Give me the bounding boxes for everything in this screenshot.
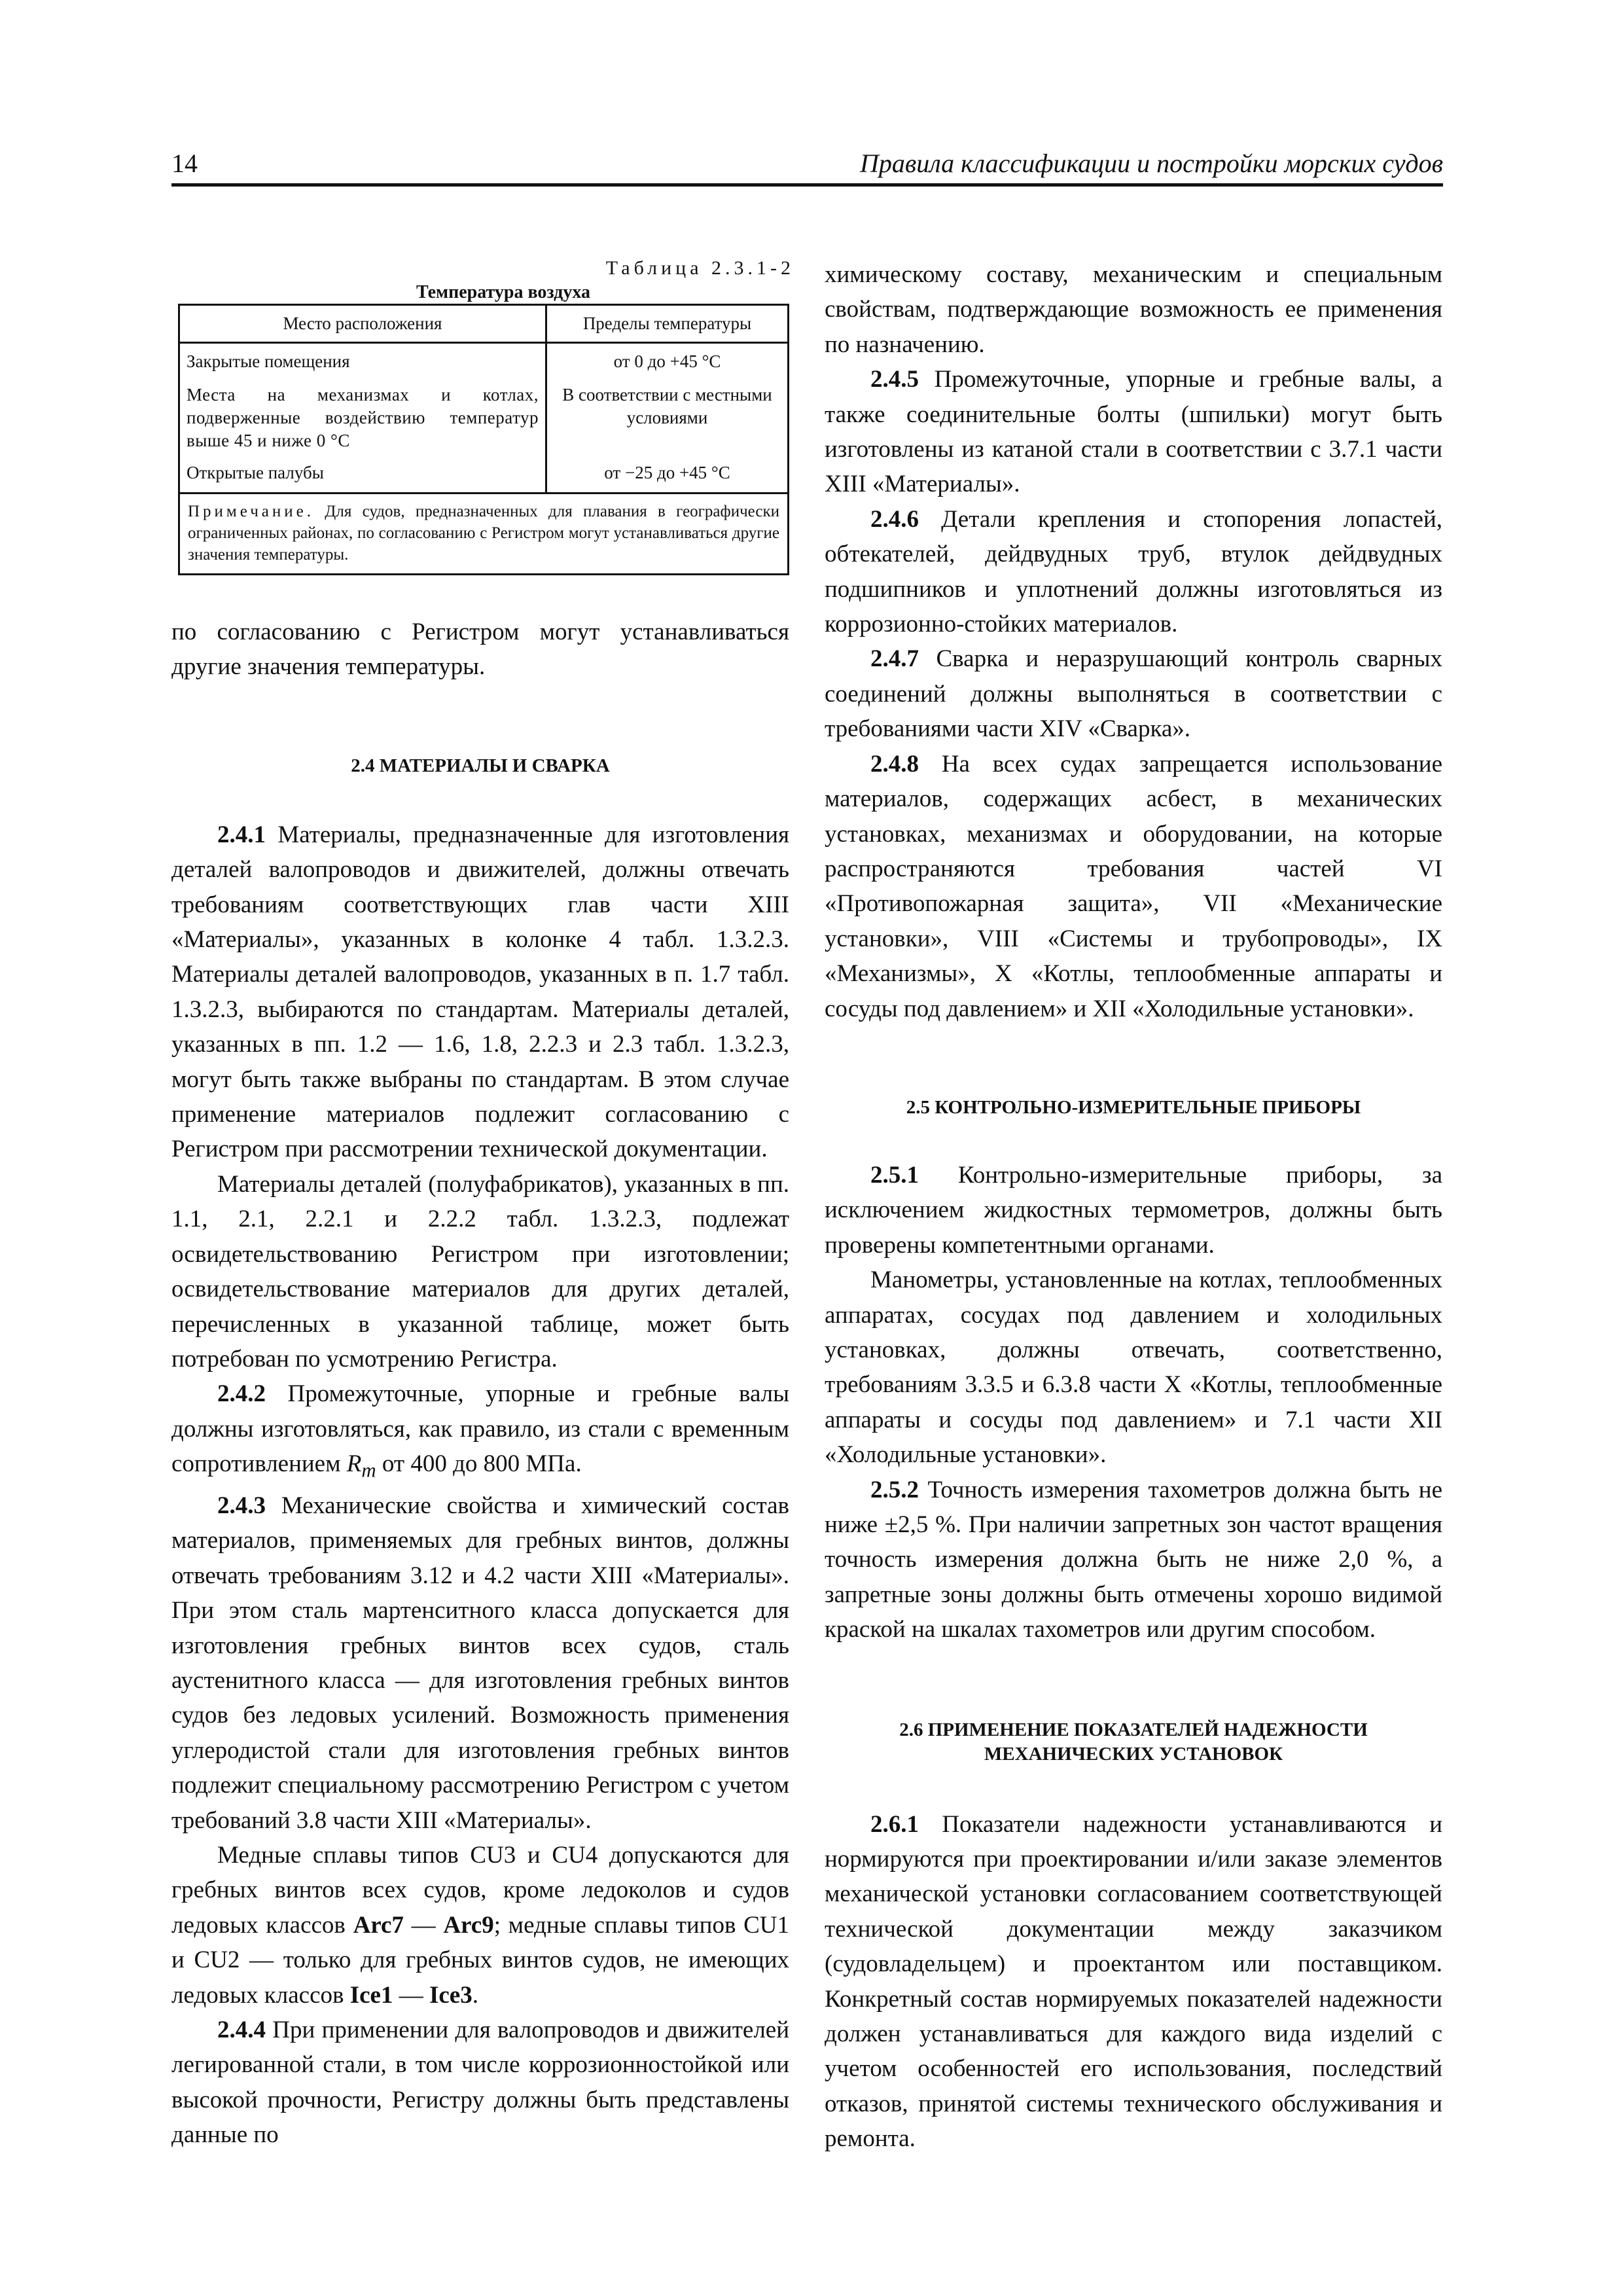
clause-number: 2.4.3 (217, 1492, 266, 1519)
paragraph-2-4-4-cont: химическому составу, механическим и специальным свойствам, подтверждающие возможность ее применения по назначению. (825, 261, 1442, 358)
paragraph-text: Промежуточные, упорные и гребные валы, а также соединительные болты (шпильки) могут быть изготовлены из катаной стали в соответствии с 3.7.1 части XIII «Материалы». (825, 366, 1443, 498)
page-header (171, 143, 1443, 187)
rm-symbol-sub: m (361, 1459, 376, 1482)
left-column (171, 255, 794, 2153)
paragraph-text: Точность измерения тахометров должна быть не ниже ±2,5 %. При наличии запретных зон частот вращения точность измерения должна быть не ниже 2,0 %, а запретные зоны должны быть отмечены хорошо видимой краской на шкалах тахометров или другим способом. (825, 1476, 1443, 1643)
paragraph-2-5-1 (825, 1158, 1442, 1263)
dash: — (411, 1911, 436, 1939)
table-caption: Температура воздуха (416, 282, 590, 302)
clause-number: 2.4.5 (870, 366, 919, 393)
section-heading-2-5: 2.5 КОНТРОЛЬНО-ИЗМЕРИТЕЛЬНЫЕ ПРИБОРЫ (906, 1096, 1361, 1118)
rm-symbol (346, 1450, 376, 1482)
paragraph-2-4-4 (171, 2013, 789, 2153)
clause-number: 2.4.7 (870, 645, 919, 673)
table-number: Таблица 2.3.1-2 (605, 257, 794, 279)
table-cell-limits: от −25 до +45 °С (546, 455, 789, 493)
clause-number: 2.4.8 (870, 750, 919, 778)
table-header-row (179, 305, 789, 343)
table-row (179, 381, 789, 455)
section-heading-line: МЕХАНИЧЕСКИХ УСТАНОВОК (984, 1743, 1283, 1765)
section-heading-2-6 (825, 1718, 1442, 1767)
ice-class-arc9: Arc9 (443, 1911, 494, 1939)
paragraph-2-4-6 (825, 502, 1442, 642)
paragraph-text: Медные сплавы типов CU3 и CU4 допускаются для гребных винтов всех судов, кроме ледоколов и судов ледовых классов (171, 1841, 789, 1939)
table-col-header-limits: Пределы температуры (546, 305, 789, 343)
ice-class-ice1: Ice1 (349, 1981, 393, 2009)
clause-number: 2.4.6 (870, 505, 919, 533)
table-cell-place: Места на механизмах и котлах, подверженные воздействию температур выше 45 и ниже 0 °С (179, 381, 546, 455)
paragraph-text: Детали крепления и стопорения лопастей, обтекателей, дейдвудных труб, втулок дейдвудных подшипников и уплотнений должны изготовляться из коррозионно-стойких материалов. (825, 505, 1442, 638)
clause-number: 2.5.1 (870, 1161, 919, 1189)
table-note-label: Примечание. (188, 503, 315, 520)
paragraph-2-4-3-cont (171, 1838, 789, 2013)
paragraph-2-5-1-cont: Манометры, установленные на котлах, теплообменных аппаратах, сосудах под давлением и холодильных установках, должны отвечать, соответственно, требованиям 3.3.5 и 6.3.8 части X «Котлы, теплообменные аппараты и сосуды под давлением» и 7.1 части XII «Холодильные установки». (825, 1266, 1442, 1469)
table-note-row (179, 493, 789, 575)
paragraph-2-4-8 (825, 747, 1442, 1026)
paragraph-2-4-2 (171, 1376, 789, 1488)
ice-class-ice3: Ice3 (429, 1981, 473, 2009)
paragraph-text: Контрольно-измерительные приборы, за исключением жидкостных термометров, должны быть проверены компетентными органами. (825, 1161, 1442, 1259)
paragraph-text: На всех судах запрещается использование материалов, содержащих асбест, в механических установках, механизмах и оборудовании, на которые распространяются требования частей VI «Противопожарная защита», VII «Механические установки», VIII «Системы и трубопроводы», IX «Механизмы», X «Котлы, теплообменные аппараты и сосуды под давлением» и XII «Холодильные установки». (825, 750, 1442, 1022)
paragraph-2-4-1 (171, 817, 789, 1167)
table-note-text: Для судов, предназначенных для плавания в географически ограниченных районах, по согласованию с Регистром могут устанавливаться другие значения температуры. (188, 503, 780, 564)
temperature-table-block (178, 255, 794, 575)
table-row (179, 455, 789, 493)
right-column (825, 257, 1442, 2157)
paragraph-2-4-7 (825, 641, 1442, 746)
rm-symbol-r: R (346, 1450, 362, 1478)
clause-number: 2.4.2 (217, 1380, 266, 1408)
paragraph-text: ; медные сплавы типов CU1 и CU2 — только для гребных винтов судов, не имеющих ледовых классов (171, 1911, 790, 2009)
dash: — (399, 1981, 423, 2009)
paragraph-text: Сварка и неразрушающий контроль сварных соединений должны выполняться в соответствии с требованиями части XIV «Сварка». (825, 645, 1442, 743)
table-continuation-text: по согласованию с Регистром могут устанавливаться другие значения температуры. (171, 619, 789, 681)
table-cell-place: Закрытые помещения (179, 343, 546, 382)
paragraph-text: При применении для валопроводов и движителей легированной стали, в том числе коррозионностойкой или высокой прочности, Регистру должны быть представлены данные по (171, 2017, 790, 2149)
paragraph-2-6-1 (825, 1807, 1442, 2157)
clause-number: 2.4.4 (217, 2017, 266, 2044)
page-number: 14 (171, 149, 198, 178)
paragraph-text: Механические свойства и химический состав материалов, применяемых для гребных винтов, должны отвечать требованиям 3.12 и 4.2 части XIII «Материалы». При этом сталь мартенситного класса допускается для изготовления гребных винтов всех судов, сталь аустенитного класса — для изготовления гребных винтов судов без ледовых усилений. Возможность применения углеродистой стали для изготовления гребных винтов подлежит специальному рассмотрению Регистром с учетом требований 3.8 части XIII «Материалы». (171, 1492, 789, 1834)
clause-number: 2.6.1 (870, 1810, 919, 1838)
paragraph-2-4-1-cont: Материалы деталей (полуфабрикатов), указанных в пп. 1.1, 2.1, 2.2.1 и 2.2.2 табл. 1.3.2.3, подлежат освидетельствованию Регистром при изготовлении; освидетельствование материалов для других деталей, перечисленных в указанной таблице, может быть потребован по усмотрению Регистра. (171, 1170, 789, 1372)
table-cell-place: Открытые палубы (179, 455, 546, 493)
table-cell-limits: от 0 до +45 °С (546, 343, 789, 382)
paragraph-end: . (472, 1981, 478, 2009)
temperature-table (178, 304, 789, 575)
paragraph-text: от 400 до 800 МПа. (382, 1450, 582, 1478)
paragraph-text: Показатели надежности устанавливаются и нормируются при проектировании и/или заказе элементов механической установки согласованием соответствующей технической документации между заказчиком (судовладельцем) и проектантом или поставщиком. Конкретный состав нормируемых показателей надежности должен устанавливаться для каждого вида изделий с учетом особенностей его использования, последствий отказов, принятой системы технического обслуживания и ремонта. (825, 1810, 1442, 2153)
paragraph-2-4-5 (825, 362, 1442, 502)
section-heading-line: 2.6 ПРИМЕНЕНИЕ ПОКАЗАТЕЛЕЙ НАДЕЖНОСТИ (899, 1719, 1368, 1740)
paragraph-text: Промежуточные, упорные и гребные валы должны изготовляться, как правило, из стали с временным сопротивлением (171, 1380, 790, 1478)
paragraph-text: Материалы, предназначенные для изготовления деталей валопроводов и движителей, должны отвечать требованиям соответствующих глав части XIII «Материалы», указанных в колонке 4 табл. 1.3.2.3. Материалы деталей валопроводов, указанных в п. 1.7 табл. 1.3.2.3, выбираются по стандартам. Материалы деталей, указанных в пп. 1.2 — 1.6, 1.8, 2.2.3 и 2.3 табл. 1.3.2.3, могут быть также выбраны по стандартам. В этом случае применение материалов подлежит согласованию с Регистром при рассмотрении технической документации. (171, 821, 790, 1163)
clause-number: 2.4.1 (217, 821, 266, 848)
section-heading-2-4: 2.4 МАТЕРИАЛЫ И СВАРКА (351, 755, 610, 776)
running-title: Правила классификации и постройки морских судов (859, 149, 1443, 178)
paragraph-2-4-3 (171, 1488, 789, 1838)
clause-number: 2.5.2 (870, 1476, 919, 1503)
table-row (179, 343, 789, 382)
paragraph-2-5-2 (825, 1473, 1442, 1647)
table-col-header-place: Место расположения (179, 305, 546, 343)
ice-class-arc7: Arc7 (353, 1911, 404, 1939)
table-cell-limits: В соответствии с местными условиями (546, 381, 789, 455)
table-note (179, 493, 789, 575)
